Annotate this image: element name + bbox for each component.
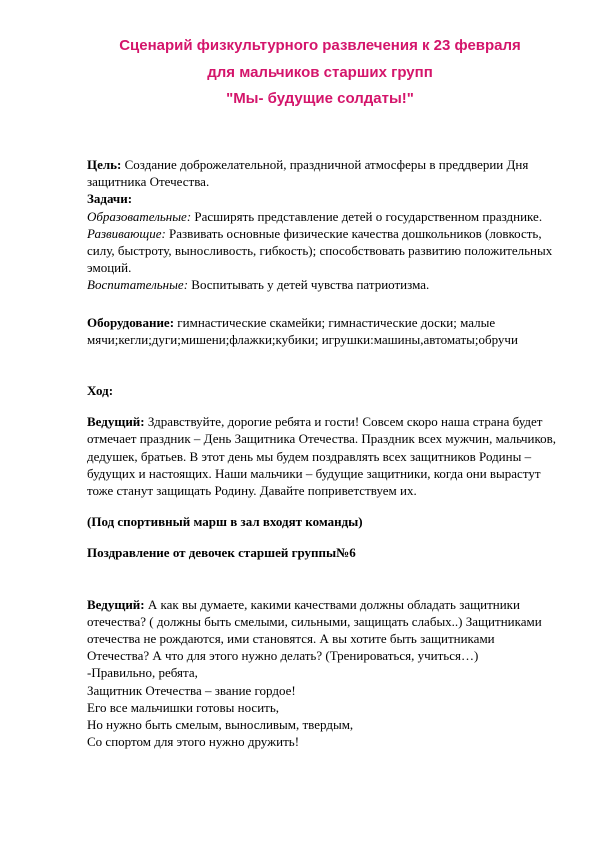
task-text: Расширять представление детей о государственном празднике.: [191, 208, 543, 224]
spacer: [87, 399, 557, 413]
goal-label: Цель:: [87, 157, 122, 172]
task-developing: [87, 225, 557, 277]
goal-paragraph: [87, 156, 557, 190]
spacer: [87, 368, 557, 382]
course-heading: Ход:: [87, 383, 114, 399]
task-label: Воспитательные:: [87, 277, 189, 293]
poem-line: -Правильно, ребята,: [87, 665, 198, 681]
host-speech-1: [87, 413, 557, 499]
equipment-paragraph: [87, 314, 557, 348]
spacer: [87, 530, 557, 544]
poem-line: Со спортом для этого нужно дружить!: [87, 734, 300, 750]
poem-line: Но нужно быть смелым, выносливым, твердым,: [87, 717, 354, 733]
document-title: [90, 37, 550, 107]
task-text: Развивать основные физические качества дошкольников (ловкость, силу, быстроту, выносливость, гибкость); способствовать развитию положительных эмоций.: [87, 225, 553, 276]
greeting-line: Поздравление от девочек старшей группы№6: [87, 545, 356, 561]
title-line-1: Сценарий физкультурного развлечения к 23 февраля: [119, 37, 521, 54]
host-text: Здравствуйте, дорогие ребята и гости! Совсем скоро наша страна будет отмечает праздник – День Защитника Отечества. Праздник всех мужчин, мальчиков, дедушек, братьев. В этот день мы будем поздравлять всех защитников Родины – будущих и настоящих. Наши мальчики – будущие защитники, когда они вырастут тоже станут защищать Родину. Давайте поприветствуем их.: [87, 414, 557, 499]
host-text: А как вы думаете, какими качествами должны обладать защитники отечества? ( должны быть смелыми, сильными, защищать слабых..) Защитниками отечества не рождаются, ими становятся. А вы хотите быть защитниками Отечества? А что для этого нужно делать? (Тренироваться, учиться…): [87, 596, 542, 664]
spacer: [87, 294, 557, 314]
host-label: Ведущий:: [87, 596, 145, 612]
equipment-text: гимнастические скамейки; гимнастические доски; малые мячи;кегли;дуги;мишени;флажки;кубики; игрушки:машины,автоматы;обручи: [87, 314, 518, 347]
task-label: Развивающие:: [87, 225, 166, 241]
spacer: [87, 582, 557, 596]
poem-line: Его все мальчишки готовы носить,: [87, 699, 280, 715]
task-upbringing: [87, 276, 557, 293]
goal-text: Создание доброжелательной, праздничной атмосферы в преддверии Дня защитника Отечества.: [87, 157, 529, 190]
task-educational: [87, 208, 557, 225]
document-body: [87, 156, 557, 750]
host-label: Ведущий:: [87, 414, 145, 430]
spacer: [87, 562, 557, 582]
title-line-3: "Мы- будущие солдаты!": [226, 90, 414, 107]
task-text: Воспитывать у детей чувства патриотизма.: [188, 277, 430, 293]
spacer: [87, 499, 557, 513]
title-line-2: для мальчиков старших групп: [207, 64, 433, 81]
task-label: Образовательные:: [87, 208, 192, 224]
stage-direction: (Под спортивный марш в зал входят команды): [87, 514, 363, 530]
spacer: [87, 348, 557, 368]
host-speech-2: [87, 596, 557, 665]
equipment-label: Оборудование:: [87, 314, 175, 330]
poem-line: Защитник Отечества – звание гордое!: [87, 682, 296, 698]
tasks-heading: Задачи:: [87, 191, 133, 207]
